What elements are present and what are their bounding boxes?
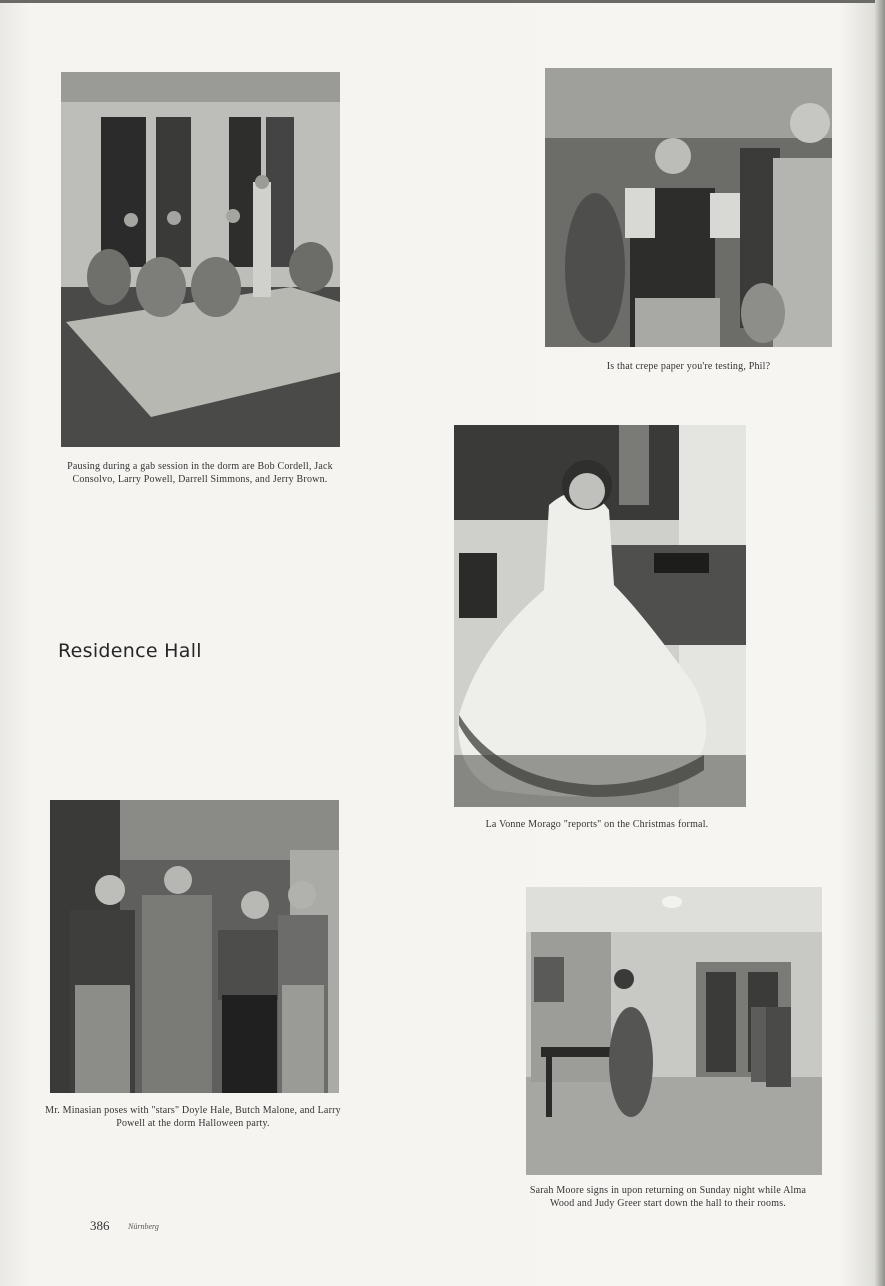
crepe-paper-photo xyxy=(545,68,832,347)
lounge-caption: Pausing during a gab session in the dorm are Bob Cordell, Jack Consolvo, Larry Powell, Darrell Simmons, and Jerry Brown. xyxy=(67,461,333,485)
halloween-party-photo xyxy=(50,800,339,1093)
telephone-photo xyxy=(454,425,746,807)
hallway-photo xyxy=(526,887,822,1175)
page-number: 386 xyxy=(90,1218,110,1233)
publication-name: Nürnberg xyxy=(128,1222,159,1231)
page-top-edge xyxy=(0,0,885,3)
halloween-caption: Mr. Minasian poses with "stars" Doyle Hale, Butch Malone, and Larry Powell at the dorm Halloween party. xyxy=(45,1105,341,1129)
page-binding-edge xyxy=(875,0,885,1286)
section-title: Residence Hall xyxy=(58,640,202,662)
hallway-caption: Sarah Moore signs in upon returning on Sunday night while Alma Wood and Judy Greer start down the hall to their rooms. xyxy=(529,1185,807,1209)
telephone-caption: La Vonne Morago "reports" on the Christmas formal. xyxy=(485,819,709,830)
lounge-photo xyxy=(61,72,340,447)
crepe-paper-caption: Is that crepe paper you're testing, Phil? xyxy=(606,361,771,372)
